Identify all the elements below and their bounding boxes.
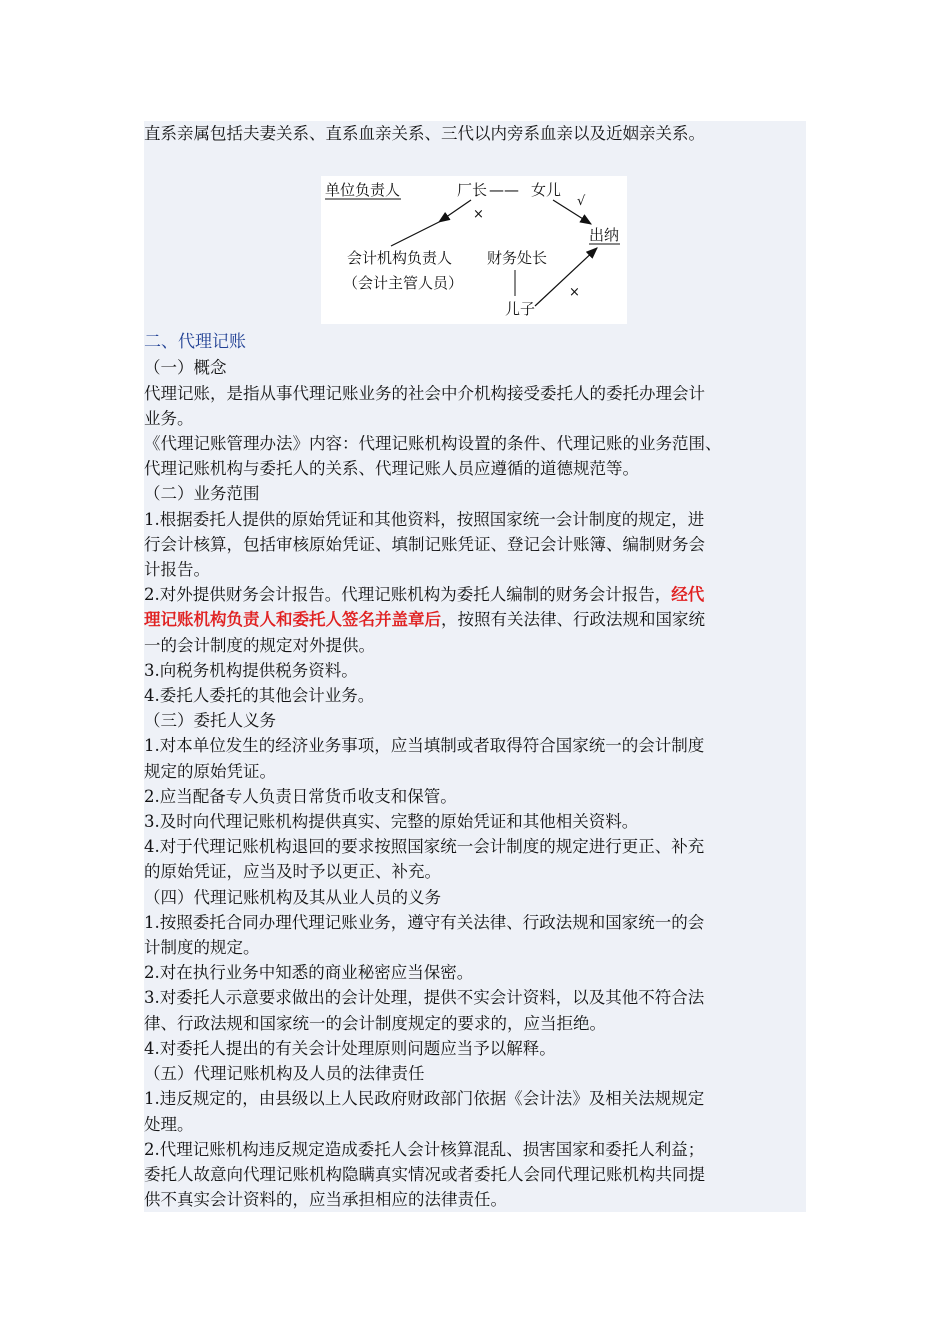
s2-item2-line1 [144,582,806,607]
check-mark: √ [577,194,586,210]
arrow-to-accounting-head-tail [391,222,439,246]
section-title: 二、代理记账 [144,332,246,353]
relationship-diagram-svg [321,176,627,324]
s4-item2: 2.对在执行业务中知悉的商业秘密应当保密。 [144,963,474,983]
s2-title: （二）业务范围 [144,484,260,504]
intro-text: 直系亲属包括夫妻关系、直系血亲关系、三代以内旁系血亲以及近姻亲关系。 [144,124,705,143]
s2-item2-line2 [144,607,806,632]
s1-p2-line2: 代理记账机构与委托人的关系、代理记账人员应遵循的道德规范等。 [144,459,639,479]
s4-title: （四）代理记账机构及其从业人员的义务 [144,887,441,907]
s2-item2-line2-text: ，按照有关法律、行政法规和国家统 [441,610,705,630]
figure-wrap [144,146,806,330]
s3-item4-line2: 的原始凭证，应当及时予以更正、补充。 [144,862,441,882]
accounting-head-label: 会计机构负责人 [347,249,453,268]
s4-item4: 4.对委托人提出的有关会计处理原则问题应当予以解释。 [144,1038,556,1058]
s4-item3-line1: 3.对委托人示意要求做出的会计处理，提供不实会计资料，以及其他不符合法 [144,988,705,1008]
s5-item2-line3: 供不真实会计资料的，应当承担相应的法律责任。 [144,1190,507,1210]
s3-item2: 2.应当配备专人负责日常货币收支和保管。 [144,786,457,806]
s2-item1-line3: 计报告。 [144,560,210,580]
relationship-diagram [321,176,627,324]
s1-title: （一）概念 [144,358,227,378]
finance-chief-label: 财务处长 [487,249,548,268]
s2-item2-highlight-a: 经代 [671,585,705,605]
s2-item4: 4.委托人委托的其他会计业务。 [144,686,375,706]
s2-item1-line1: 1.根据委托人提供的原始凭证和其他资料，按照国家统一会计制度的规定，进 [144,509,705,529]
arrow-to-cashier-from-daughter [553,200,591,224]
daughter-label: 女儿 [531,181,562,200]
s2-item1-line2: 行会计核算，包括审核原始凭证、填制记账凭证、登记会计账簿、编制财务会 [144,534,705,554]
s5-item1-line2: 处理。 [144,1114,194,1134]
s5-item1-line1: 1.违反规定的，由县级以上人民政府财政部门依据《会计法》及相关法规规定 [144,1089,705,1109]
s3-item1-line1: 1.对本单位发生的经济业务事项，应当填制或者取得符合国家统一的会计制度 [144,736,705,756]
s3-title: （三）委托人义务 [144,711,276,731]
s4-item1-line1: 1.按照委托合同办理代理记账业务，遵守有关法律、行政法规和国家统一的会 [144,912,705,932]
s2-item3: 3.向税务机构提供税务资料。 [144,660,358,680]
dash-label: —— [489,181,519,200]
cross-mark-1: × [473,207,484,223]
s2-item2-highlight-b: 理记账机构负责人和委托人签名并盖章后 [144,610,441,630]
s2-item2-line3: 一的会计制度的规定对外提供。 [144,635,375,655]
arrow-to-accounting-head [439,200,471,222]
s5-item2-line2: 委托人故意向代理记账机构隐瞒真实情况或者委托人会同代理记账机构共同提 [144,1164,705,1184]
son-label: 儿子 [505,300,536,319]
cross-mark-2: × [569,285,580,301]
cashier-label: 出纳 [589,226,620,245]
s5-title: （五）代理记账机构及人员的法律责任 [144,1064,425,1084]
unit-head-label: 单位负责人 [325,181,401,200]
s1-p1-line1: 代理记账，是指从事代理记账业务的社会中介机构接受委托人的委托办理会计 [144,383,705,403]
factory-head-label: 厂长 [457,181,488,200]
s1-p1-line2: 业务。 [144,408,194,428]
s3-item4-line1: 4.对于代理记账机构退回的要求按照国家统一会计制度的规定进行更正、补充 [144,837,705,857]
s4-item1-line2: 计制度的规定。 [144,938,260,958]
s4-item3-line2: 律、行政法规和国家统一的会计制度规定的要求的，应当拒绝。 [144,1013,606,1033]
s1-p2-line1: 《代理记账管理办法》内容：代理记账机构设置的条件、代理记账的业务范围、 [144,434,722,454]
s3-item1-line2: 规定的原始凭证。 [144,761,276,781]
s2-item2-line1-text: 2.对外提供财务会计报告。代理记账机构为委托人编制的财务会计报告， [144,585,672,605]
s5-item2-line1: 2.代理记账机构违反规定造成委托人会计核算混乱、损害国家和委托人利益； [144,1139,705,1159]
s3-item3: 3.及时向代理记账机构提供真实、完整的原始凭证和其他相关资料。 [144,812,639,832]
document-page [144,121,806,1212]
accounting-head-note: （会计主管人员） [343,274,464,293]
